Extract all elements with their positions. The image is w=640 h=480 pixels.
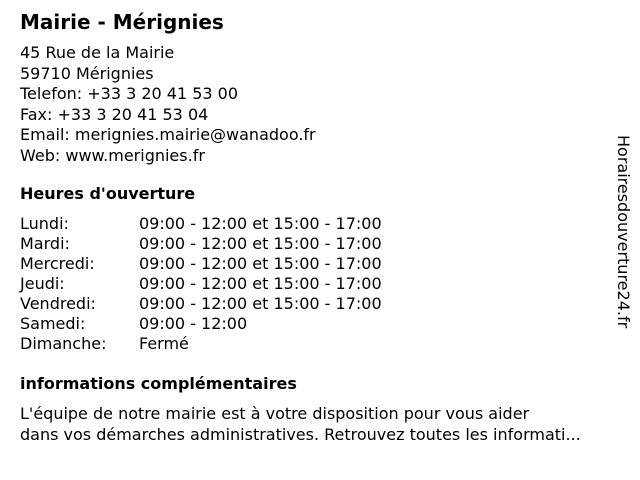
additional-info-heading: informations complémentaires [20, 374, 297, 393]
email-address: Email: merignies.mairie@wanadoo.fr [20, 125, 316, 144]
info-line: dans vos démarches administratives. Retrouvez toutes les informati... [20, 425, 581, 444]
hours-day: Mardi: [20, 234, 70, 253]
page-title: Mairie - Mérignies [20, 10, 224, 34]
hours-time: 09:00 - 12:00 et 15:00 - 17:00 [139, 214, 382, 233]
hours-day: Vendredi: [20, 294, 96, 313]
info-line: L'équipe de notre mairie est à votre disposition pour vous aider [20, 404, 530, 423]
hours-row-mardi [20, 234, 382, 254]
hours-row-dimanche [20, 334, 382, 354]
hours-time: 09:00 - 12:00 et 15:00 - 17:00 [139, 274, 382, 293]
hours-time: Fermé [139, 334, 189, 353]
website: Web: www.merignies.fr [20, 145, 205, 165]
street-address: 45 Rue de la Mairie [20, 43, 175, 62]
postal-city: 59710 Mérignies [20, 63, 154, 83]
fax-number: Fax: +33 3 20 41 53 04 [20, 104, 209, 124]
hours-row-samedi [20, 314, 382, 334]
hours-day: Samedi: [20, 314, 86, 333]
hours-day: Lundi: [20, 214, 69, 233]
hours-row-lundi [20, 214, 382, 234]
hours-time: 09:00 - 12:00 [139, 314, 248, 333]
hours-time: 09:00 - 12:00 et 15:00 - 17:00 [139, 254, 382, 273]
hours-row-vendredi [20, 294, 382, 314]
hours-time: 09:00 - 12:00 et 15:00 - 17:00 [139, 234, 382, 253]
hours-day: Jeudi: [20, 274, 65, 293]
hours-day: Mercredi: [20, 254, 95, 273]
site-credit: Horairesdouverture24.fr [614, 135, 633, 329]
hours-time: 09:00 - 12:00 et 15:00 - 17:00 [139, 294, 382, 313]
hours-row-mercredi [20, 254, 382, 274]
phone-number: Telefon: +33 3 20 41 53 00 [20, 84, 239, 103]
address-block [20, 43, 316, 166]
hours-row-jeudi [20, 274, 382, 294]
opening-hours-heading: Heures d'ouverture [20, 184, 196, 203]
opening-hours-table [20, 214, 382, 354]
additional-info-text [20, 403, 632, 445]
hours-day: Dimanche: [20, 334, 107, 353]
